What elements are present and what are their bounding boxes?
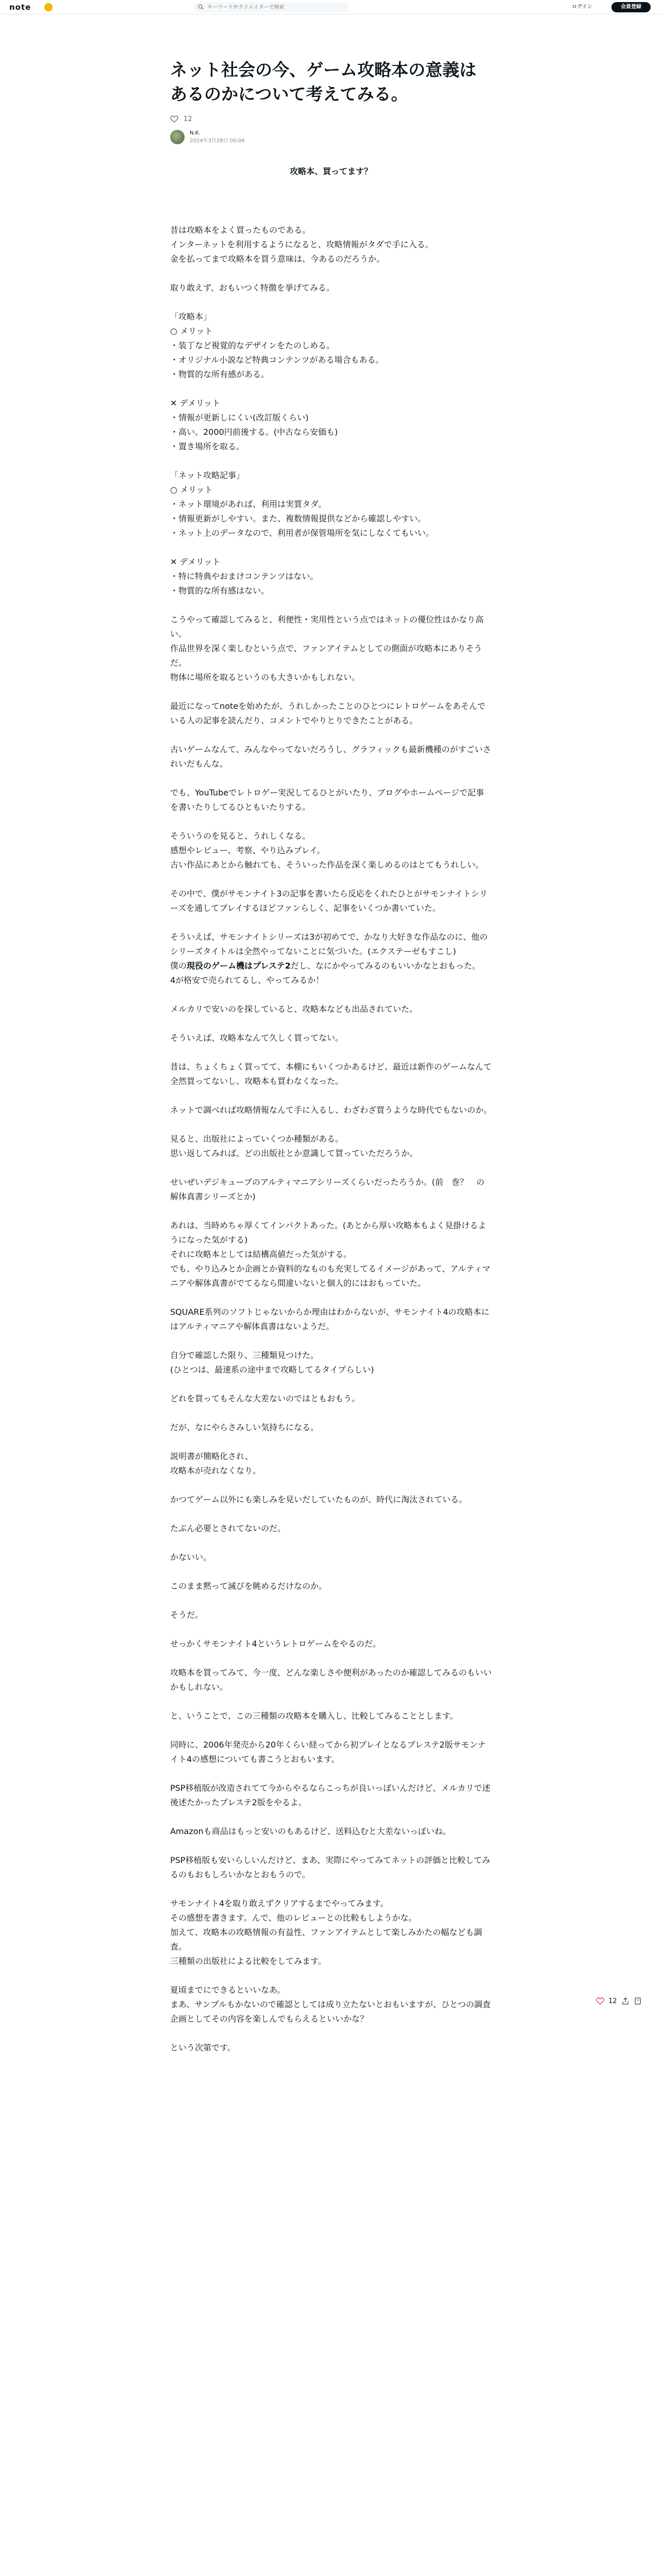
article-paragraph: こうやって確認してみると、利便性・実用性という点ではネットの優位性はかなり高い。 作品世界を深く楽しむという点で、ファンアイテムとしての側面が攻略本にありそうだ。 物体に場所を取るというのも大きいかもしれない。	[170, 615, 484, 682]
search-input[interactable]	[207, 3, 341, 11]
article-paragraph: ✕ デメリット ・特に特典やおまけコンテンツはない。 ・物質的な所有感はない。	[170, 557, 319, 596]
article-paragraph: SQUARE系列のソフトじゃないからか理由はわからないが、サモンナイト4の攻略本にはアルティマニアや解体真書はないようだ。	[170, 1307, 490, 1331]
article-paragraph: 昔は、ちょくちょく買ってて、本棚にもいくつかあるけど、最近は新作のゲームなんて全然買ってないし、攻略本も買わなくなった。	[170, 1062, 492, 1086]
article-paragraph: せいぜいデジキューブのアルティマニアシリーズくらいだったろうか。(前 巻？ の解体真書シリーズとか)	[170, 1177, 485, 1201]
avatar[interactable]	[170, 130, 185, 144]
article-paragraph: ✕ デメリット ・情報が更新しにくい(改訂版くらい) ・高い。2000円前後する。(中古なら安価も) ・置き場所を取る。	[170, 398, 338, 451]
article-paragraph: そういうのを見ると、うれしくなる。 感想やレビュー、考察、やり込みプレイ。 古い作品にあとから触れても、そういった作品を深く楽しめるのはとてもうれしい。	[170, 831, 484, 870]
article-paragraph: PSP移植版が改造されてて今からやるならこっちが良いっぽいんだけど、メルカリで述後述たかったプレステ2版をやるよ。	[170, 1783, 491, 1807]
article-paragraph: 昔は攻略本をよく買ったものである。 インターネットを利用するようになると、攻略情報がタダで手に入る。 金を払ってまで攻略本を買う意味は、今あるのだろうか。	[170, 225, 434, 264]
paragraph-list	[170, 223, 492, 2055]
login-button[interactable]: ログイン	[572, 4, 592, 10]
article-paragraph: どれを買ってもそんな大差ないのではともおもう。	[170, 1394, 360, 1403]
article-paragraph: でも、YouTubeでレトロゲー実況してるひとがいたり、ブログやホームページで記事を書いたりしてるひともいたりする。	[170, 788, 484, 812]
article-paragraph: そうだ。	[170, 1610, 204, 1620]
article-like-summary	[170, 114, 492, 124]
article-subheading: 攻略本、買ってます？	[289, 166, 372, 176]
article-body	[170, 165, 492, 2055]
author-name[interactable]: N.K.	[190, 130, 201, 136]
article-paragraph: 攻略本を買ってみて、今一度、どんな楽しさや便利があったのか確認してみるのもいいかもしれない。	[170, 1668, 492, 1692]
article-paragraph: このまま黙って滅びを眺めるだけなのか。	[170, 1581, 327, 1591]
article-paragraph: 説明書が簡略化され、 攻略本が売れなくなり。	[170, 1451, 261, 1476]
search-icon	[198, 4, 204, 10]
article-paragraph: 最近になってnoteを始めたが、うれしかったことのひとつにレトロゲームをあそんでいる人の記事を読んだり、コメントでやりとりできたことがある。	[170, 701, 486, 725]
article-paragraph: という次第です。	[170, 2043, 236, 2053]
article-paragraph: そういえば、サモンナイトシリーズは3が初めてで、かなり大好きな作品なのに、他のシリーズタイトルは全然やってないことに気づいた。(エクステーゼもすこし) 僕の現役のゲーム機はプレステ2だし、なにかやってみるのもいいかなとおもった。 4が格安で売られてるし、やってみるか！	[170, 932, 488, 985]
magazine-icon[interactable]	[634, 1997, 642, 2005]
article-paragraph: 夏頃までにできるといいなあ。 まあ、サンプルもかないので確認としては成り立たないとおもいますが、ひとつの調査企画としてその内容を楽しんでもらえるといいかな？	[170, 1985, 491, 2024]
article-paragraph: たぶん必要とされてないのだ。	[170, 1523, 286, 1533]
logo-badge-icon	[44, 3, 53, 11]
article-paragraph: そういえば、攻略本なんて久しく買ってない。	[170, 1033, 344, 1043]
article-paragraph: その中で、僕がサモンナイト3の記事を書いたら反応をくれたひとがサモンナイトシリーズを通してプレイするほどファンらしく、記事をいくつか書いていた。	[170, 889, 488, 913]
article-paragraph: Amazonも商品はもっと安いのもあるけど、送料込むと大差ないっぽいね。	[170, 1826, 451, 1836]
article-paragraph: サモンナイト4を取り敢えずクリアするまでやってみます。 その感想を書きます。んで、他のレビューとの比較もしようかな。 加えて、攻略本の攻略情報の有益性、ファンアイテムとして楽しみかたの幅なども調査。 三種類の出版社による比較をしてみます。	[170, 1899, 483, 1966]
top-bar	[0, 0, 662, 14]
article-paragraph: せっかくサモンナイト4というレトロゲームをやるのだ。	[170, 1639, 381, 1649]
article-paragraph: 取り敢えず、おもいつく特徴を挙げてみる。	[170, 283, 335, 293]
side-actions	[596, 1995, 653, 2007]
side-like-count: 12	[608, 1997, 617, 2005]
article-like-count: 12	[184, 115, 192, 123]
post-date: 2024年3月28日 00:06	[190, 138, 245, 144]
article-paragraph: あれは、当時めちゃ厚くてインパクトあった。(あとから厚い攻略本もよく見掛けるようになった気がする) それに攻略本としては結構高値だった気がする。 でも、やり込みとか企画とか資料的なものも充実してるイメージがあって、アルティマニアや解体真書がでてるなら間違いないと個人的にはおもっていた。	[170, 1221, 491, 1288]
article-paragraph: かないい。	[170, 1552, 212, 1562]
article-paragraph: と、いうことで、この三種類の攻略本を購入し、比較してみることとします。	[170, 1711, 458, 1721]
side-heart-icon[interactable]	[596, 1997, 604, 2005]
signup-button[interactable]: 会員登録	[611, 2, 651, 12]
article-paragraph: ネットで調べれば攻略情報なんて手に入るし、わざわざ買うような時代でもないのか。	[170, 1105, 492, 1115]
article-paragraph: 「ネット攻略記事」 ○ メリット ・ネット環境があれば、利用は実質タダ。 ・情報更新がしやすい。また、複数情報提供などから確認しやすい。 ・ネット上のデータなので、利用者が保管場所を気にしなくてもいい。	[170, 470, 434, 538]
heart-icon[interactable]	[170, 115, 178, 123]
author-row	[170, 130, 492, 144]
article-title: ネット社会の今、ゲーム攻略本の意義はあるのかについて考えてみる。	[170, 60, 476, 104]
article-paragraph: 自分で確認した限り、三種類見つけた。 (ひとつは、最速系の途中まで攻略してるタイプらしい)	[170, 1350, 374, 1375]
article-paragraph: だが、なにやらさみしい気持ちになる。	[170, 1422, 319, 1432]
article-paragraph: 古いゲームなんて、みんなやってないだろうし、グラフィックも最新機種のがすごいされいだもんな。	[170, 744, 491, 769]
article	[170, 58, 492, 2070]
article-paragraph: 見ると、出版社によっていくつか種類がある。 思い返してみれば、どの出版社とか意識して買っていただろうか。	[170, 1134, 418, 1158]
search-box[interactable]	[194, 2, 349, 12]
bold-text: 現役のゲーム機はプレステ2	[187, 961, 291, 971]
share-icon[interactable]	[621, 1997, 630, 2005]
article-paragraph: メルカリで安いのを探していると、攻略本なども出品されていた。	[170, 1004, 418, 1014]
article-paragraph: PSP移植版も安いらしいんだけど、まあ、実際にやってみてネットの評価と比較してみるのもおもしろいかなとおもうので。	[170, 1855, 490, 1879]
article-paragraph: 「攻略本」 ○ メリット ・装丁など視覚的なデザインをたのしめる。 ・オリジナル小説など特典コンテンツがある場合もある。 ・物質的な所有感がある。	[170, 312, 384, 379]
article-paragraph: かつてゲーム以外にも楽しみを見いだしていたものが、時代に淘汰されている。	[170, 1495, 468, 1504]
article-paragraph: 同時に、2006年発売から20年くらい経ってから初プレイとなるプレステ2版サモンナイト4の感想についても書こうとおもいます。	[170, 1740, 486, 1764]
note-logo[interactable]: note	[9, 3, 31, 12]
